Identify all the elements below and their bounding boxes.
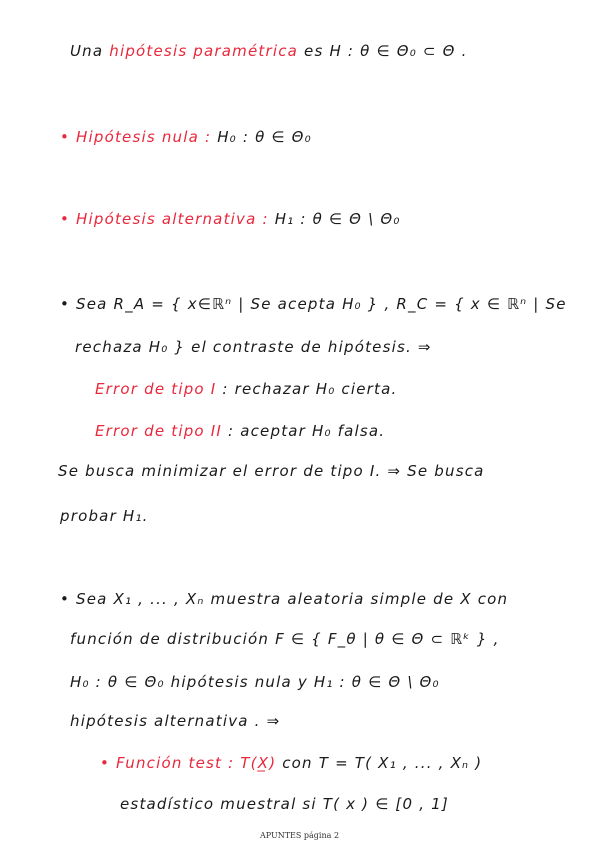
highlight-term: • Función test : T(X̲) bbox=[100, 754, 277, 772]
line-null-hypothesis bbox=[60, 128, 312, 146]
line-distribution: función de distribución F ∈ { F_θ | θ ∈ Θ ⊂ ℝᵏ } , bbox=[70, 630, 500, 648]
text: H₀ : θ ∈ Θ₀ bbox=[217, 128, 312, 146]
text: H₁ : θ ∈ Θ \ Θ₀ bbox=[274, 210, 401, 228]
line-definition bbox=[70, 42, 468, 60]
line-regions: • Sea R_A = { x∈ℝⁿ | Se acepta H₀ } , R_C = { x ∈ ℝⁿ | Se bbox=[60, 295, 567, 313]
highlight-term: Error de tipo I bbox=[95, 380, 217, 398]
highlight-term: • Hipótesis alternativa : bbox=[60, 210, 275, 228]
text: : aceptar H₀ falsa. bbox=[222, 422, 386, 440]
line-regions-cont: rechaza H₀ } el contraste de hipótesis. ⇒ bbox=[75, 338, 432, 356]
text: es H : θ ∈ Θ₀ ⊂ Θ . bbox=[298, 42, 468, 60]
line-error-type-2 bbox=[95, 422, 385, 440]
line-error-type-1 bbox=[95, 380, 397, 398]
text: : rechazar H₀ cierta. bbox=[216, 380, 398, 398]
page-footer: APUNTES página 2 bbox=[259, 831, 340, 840]
text: con T = T( X₁ , ... , Xₙ ) bbox=[276, 754, 483, 772]
highlight-term: Error de tipo II bbox=[95, 422, 223, 440]
line-prove: probar H₁. bbox=[60, 507, 149, 525]
highlight-term: • Hipótesis nula : bbox=[60, 128, 218, 146]
line-minimize: Se busca minimizar el error de tipo I. ⇒ Se busca bbox=[58, 462, 485, 480]
line-statistic: estadístico muestral si T( x ) ∈ [0 , 1] bbox=[120, 795, 449, 813]
line-sample: • Sea X₁ , ... , Xₙ muestra aleatoria simple de X con bbox=[60, 590, 509, 608]
text: Una bbox=[70, 42, 110, 60]
line-hypotheses: H₀ : θ ∈ Θ₀ hipótesis nula y H₁ : θ ∈ Θ \ Θ₀ bbox=[70, 673, 440, 691]
highlight-term: hipótesis paramétrica bbox=[109, 42, 299, 60]
line-alternative: hipótesis alternativa . ⇒ bbox=[70, 712, 281, 730]
line-alternative-hypothesis bbox=[60, 210, 401, 228]
line-test-function bbox=[100, 754, 482, 772]
